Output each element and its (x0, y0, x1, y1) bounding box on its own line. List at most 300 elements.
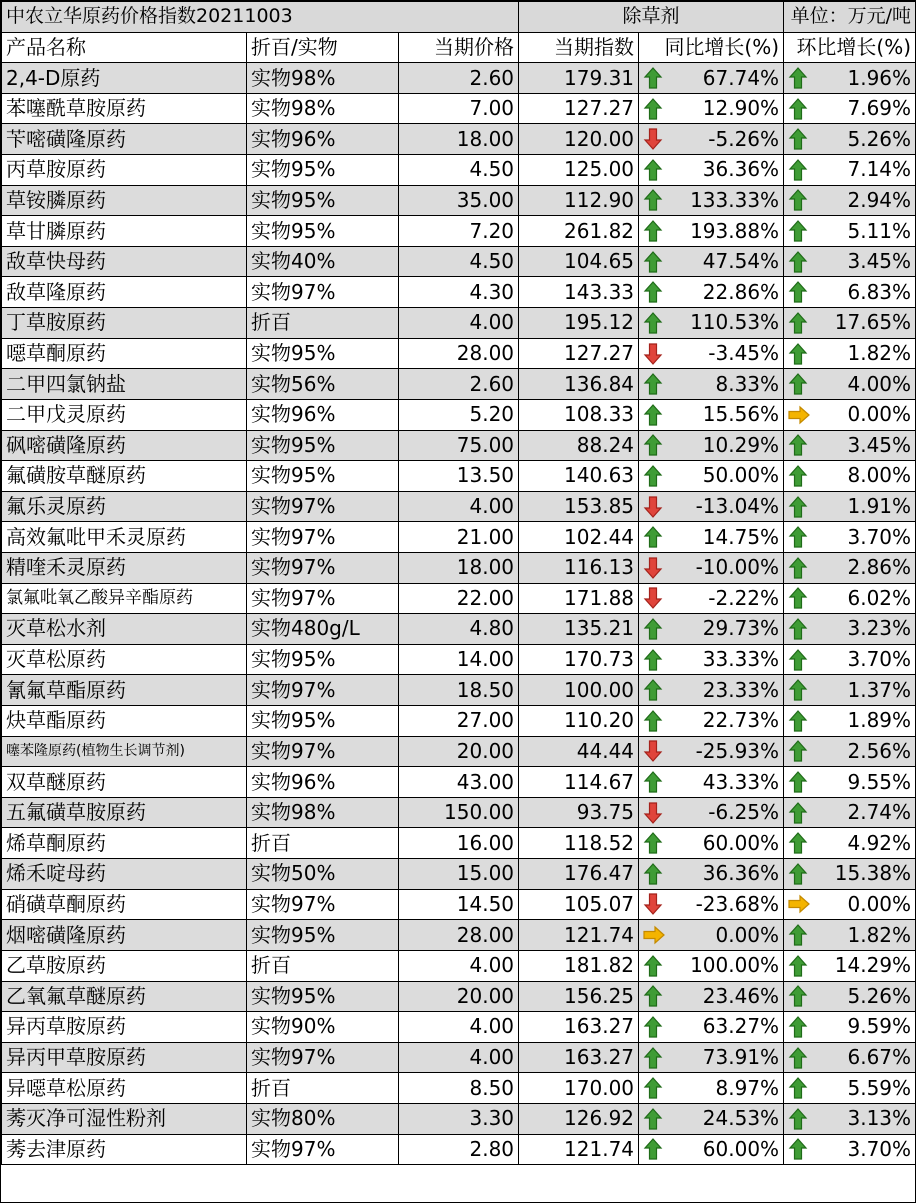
yoy-growth: 60.00% (702, 1136, 780, 1161)
current-index: 179.31 (519, 63, 639, 94)
green-up-arrow-icon (643, 280, 663, 304)
yoy-cell (639, 859, 784, 890)
table-row (2, 950, 916, 981)
product-name: 硝磺草酮原药 (2, 889, 247, 920)
mom-growth: 0.00% (847, 402, 912, 427)
header-row (2, 32, 916, 63)
yoy-growth: 23.46% (702, 983, 780, 1008)
yoy-growth: 24.53% (702, 1106, 780, 1131)
yoy-cell (639, 1073, 784, 1104)
mom-cell (784, 950, 916, 981)
mom-growth: 3.70% (847, 647, 912, 672)
product-spec: 实物95% (247, 155, 399, 186)
mom-cell (784, 552, 916, 583)
mom-growth: 1.89% (847, 708, 912, 733)
current-index: 143.33 (519, 277, 639, 308)
yoy-growth: 10.29% (702, 432, 780, 457)
current-price: 18.00 (399, 124, 519, 155)
table-row (2, 63, 916, 94)
green-up-arrow-icon (643, 984, 663, 1008)
mom-cell (784, 583, 916, 614)
green-up-arrow-icon (643, 862, 663, 886)
yoy-cell (639, 767, 784, 798)
green-up-arrow-icon (788, 923, 808, 947)
green-up-arrow-icon (788, 464, 808, 488)
green-up-arrow-icon (788, 158, 808, 182)
current-price: 14.50 (399, 889, 519, 920)
current-price: 4.30 (399, 277, 519, 308)
current-index: 156.25 (519, 981, 639, 1012)
yoy-cell (639, 736, 784, 767)
green-up-arrow-icon (643, 1107, 663, 1131)
current-index: 118.52 (519, 828, 639, 859)
product-name: 烯禾啶母药 (2, 859, 247, 890)
product-spec: 实物95% (247, 981, 399, 1012)
green-up-arrow-icon (788, 66, 808, 90)
col-header-yoy: 同比增长(%) (639, 32, 784, 63)
green-up-arrow-icon (643, 1137, 663, 1161)
current-index: 44.44 (519, 736, 639, 767)
product-spec: 折百 (247, 828, 399, 859)
green-up-arrow-icon (643, 678, 663, 702)
yoy-cell (639, 981, 784, 1012)
yoy-cell (639, 277, 784, 308)
mom-cell (784, 889, 916, 920)
product-name: 高效氟吡甲禾灵原药 (2, 522, 247, 553)
product-spec: 实物97% (247, 675, 399, 706)
yoy-growth: 73.91% (702, 1045, 780, 1070)
mom-growth: 6.67% (847, 1045, 912, 1070)
yoy-growth: 15.56% (702, 402, 780, 427)
product-name: 莠灭净可湿性粉剂 (2, 1103, 247, 1134)
yoy-growth: 22.86% (702, 279, 780, 304)
yoy-growth: 8.33% (715, 371, 780, 396)
current-index: 112.90 (519, 185, 639, 216)
yoy-cell (639, 614, 784, 645)
green-up-arrow-icon (643, 1076, 663, 1100)
current-price: 8.50 (399, 1073, 519, 1104)
mom-cell (784, 399, 916, 430)
product-spec: 实物95% (247, 185, 399, 216)
current-index: 163.27 (519, 1012, 639, 1043)
green-up-arrow-icon (788, 1015, 808, 1039)
product-spec: 实物97% (247, 1134, 399, 1165)
yoy-growth: 23.33% (702, 677, 780, 702)
current-index: 100.00 (519, 675, 639, 706)
yoy-growth: -2.22% (708, 585, 780, 610)
unit-label: 单位：万元/吨 (784, 2, 916, 33)
current-price: 7.20 (399, 216, 519, 247)
mom-growth: 1.96% (847, 65, 912, 90)
current-index: 88.24 (519, 430, 639, 461)
mom-cell (784, 430, 916, 461)
current-price: 13.50 (399, 461, 519, 492)
current-price: 43.00 (399, 767, 519, 798)
product-name: 双草醚原药 (2, 767, 247, 798)
current-price: 4.50 (399, 246, 519, 277)
yoy-growth: 22.73% (702, 708, 780, 733)
mom-cell (784, 675, 916, 706)
mom-cell (784, 369, 916, 400)
yoy-growth: -10.00% (695, 555, 780, 580)
green-up-arrow-icon (788, 1137, 808, 1161)
product-spec: 实物98% (247, 63, 399, 94)
table-row (2, 736, 916, 767)
mom-growth: 5.11% (847, 218, 912, 243)
product-spec: 实物95% (247, 644, 399, 675)
product-name: 砜嘧磺隆原药 (2, 430, 247, 461)
yoy-growth: -5.26% (708, 126, 780, 151)
current-index: 140.63 (519, 461, 639, 492)
yoy-growth: 63.27% (702, 1014, 780, 1039)
product-spec: 实物98% (247, 797, 399, 828)
current-price: 7.00 (399, 93, 519, 124)
product-name: 灭草松原药 (2, 644, 247, 675)
current-index: 120.00 (519, 124, 639, 155)
mom-growth: 3.45% (847, 432, 912, 457)
product-name: 苄嘧磺隆原药 (2, 124, 247, 155)
product-spec: 实物40% (247, 246, 399, 277)
mom-growth: 2.74% (847, 800, 912, 825)
current-index: 108.33 (519, 399, 639, 430)
current-index: 153.85 (519, 491, 639, 522)
yoy-cell (639, 369, 784, 400)
yoy-cell (639, 461, 784, 492)
product-name: 二甲戊灵原药 (2, 399, 247, 430)
green-up-arrow-icon (788, 127, 808, 151)
mom-cell (784, 736, 916, 767)
yoy-cell (639, 246, 784, 277)
table-row (2, 614, 916, 645)
product-spec: 实物97% (247, 277, 399, 308)
orange-right-arrow-icon (788, 892, 808, 916)
current-price: 4.00 (399, 1042, 519, 1073)
mom-cell (784, 155, 916, 186)
table-row (2, 1073, 916, 1104)
red-down-arrow-icon (643, 801, 663, 825)
mom-cell (784, 63, 916, 94)
yoy-growth: -6.25% (708, 800, 780, 825)
yoy-cell (639, 155, 784, 186)
mom-cell (784, 706, 916, 737)
mom-cell (784, 93, 916, 124)
mom-growth: 3.13% (847, 1106, 912, 1131)
current-index: 135.21 (519, 614, 639, 645)
product-name: 烟嘧磺隆原药 (2, 920, 247, 951)
current-price: 21.00 (399, 522, 519, 553)
green-up-arrow-icon (788, 831, 808, 855)
yoy-cell (639, 522, 784, 553)
current-price: 4.00 (399, 1012, 519, 1043)
current-price: 15.00 (399, 859, 519, 890)
yoy-cell (639, 675, 784, 706)
mom-growth: 7.14% (847, 157, 912, 182)
mom-growth: 7.69% (847, 96, 912, 121)
current-price: 35.00 (399, 185, 519, 216)
current-price: 20.00 (399, 736, 519, 767)
table-row (2, 859, 916, 890)
green-up-arrow-icon (788, 280, 808, 304)
product-name: 异丙甲草胺原药 (2, 1042, 247, 1073)
mom-growth: 3.70% (847, 1136, 912, 1161)
green-up-arrow-icon (788, 862, 808, 886)
yoy-growth: 67.74% (702, 65, 780, 90)
mom-growth: 15.38% (834, 861, 912, 886)
current-index: 181.82 (519, 950, 639, 981)
green-up-arrow-icon (643, 617, 663, 641)
product-name: 乙氧氟草醚原药 (2, 981, 247, 1012)
product-spec: 实物95% (247, 920, 399, 951)
current-price: 28.00 (399, 338, 519, 369)
mom-growth: 14.29% (834, 953, 912, 978)
current-price: 2.80 (399, 1134, 519, 1165)
green-up-arrow-icon (788, 709, 808, 733)
green-up-arrow-icon (643, 709, 663, 733)
current-index: 171.88 (519, 583, 639, 614)
current-index: 136.84 (519, 369, 639, 400)
current-index: 195.12 (519, 308, 639, 339)
mom-cell (784, 461, 916, 492)
current-price: 20.00 (399, 981, 519, 1012)
table-row (2, 369, 916, 400)
current-price: 4.00 (399, 950, 519, 981)
product-name: 莠去津原药 (2, 1134, 247, 1165)
product-name: 五氟磺草胺原药 (2, 797, 247, 828)
green-up-arrow-icon (788, 617, 808, 641)
mom-growth: 4.92% (847, 830, 912, 855)
yoy-cell (639, 1012, 784, 1043)
yoy-cell (639, 889, 784, 920)
yoy-growth: 36.36% (702, 157, 780, 182)
current-price: 150.00 (399, 797, 519, 828)
yoy-cell (639, 338, 784, 369)
current-index: 121.74 (519, 1134, 639, 1165)
category-label: 除草剂 (519, 2, 784, 33)
product-name: 草甘膦原药 (2, 216, 247, 247)
mom-growth: 3.23% (847, 616, 912, 641)
current-index: 105.07 (519, 889, 639, 920)
mom-cell (784, 185, 916, 216)
mom-cell (784, 1012, 916, 1043)
table-row (2, 399, 916, 430)
table-row (2, 522, 916, 553)
mom-cell (784, 767, 916, 798)
mom-cell (784, 920, 916, 951)
mom-growth: 6.02% (847, 585, 912, 610)
current-index: 170.00 (519, 1073, 639, 1104)
red-down-arrow-icon (643, 495, 663, 519)
table-row (2, 246, 916, 277)
mom-cell (784, 246, 916, 277)
green-up-arrow-icon (643, 525, 663, 549)
green-up-arrow-icon (643, 97, 663, 121)
product-name: 苯噻酰草胺原药 (2, 93, 247, 124)
green-up-arrow-icon (788, 219, 808, 243)
green-up-arrow-icon (643, 158, 663, 182)
table-row (2, 644, 916, 675)
yoy-cell (639, 93, 784, 124)
table-row (2, 155, 916, 186)
yoy-cell (639, 706, 784, 737)
green-up-arrow-icon (788, 648, 808, 672)
red-down-arrow-icon (643, 739, 663, 763)
green-up-arrow-icon (643, 219, 663, 243)
product-name: 丙草胺原药 (2, 155, 247, 186)
green-up-arrow-icon (788, 311, 808, 335)
current-index: 121.74 (519, 920, 639, 951)
green-up-arrow-icon (643, 464, 663, 488)
yoy-growth: 50.00% (702, 463, 780, 488)
red-down-arrow-icon (643, 342, 663, 366)
table-row (2, 552, 916, 583)
green-up-arrow-icon (788, 770, 808, 794)
red-down-arrow-icon (643, 892, 663, 916)
green-up-arrow-icon (643, 250, 663, 274)
product-name: 草铵膦原药 (2, 185, 247, 216)
product-name: 敌草隆原药 (2, 277, 247, 308)
mom-cell (784, 124, 916, 155)
current-index: 163.27 (519, 1042, 639, 1073)
table-row (2, 767, 916, 798)
product-name: 氟乐灵原药 (2, 491, 247, 522)
green-up-arrow-icon (788, 801, 808, 825)
col-header-spec: 折百/实物 (247, 32, 399, 63)
mom-cell (784, 522, 916, 553)
current-price: 4.00 (399, 308, 519, 339)
current-index: 116.13 (519, 552, 639, 583)
table-row (2, 1012, 916, 1043)
col-header-price: 当期价格 (399, 32, 519, 63)
yoy-cell (639, 308, 784, 339)
table-row (2, 889, 916, 920)
current-price: 27.00 (399, 706, 519, 737)
table-row (2, 675, 916, 706)
yoy-growth: 0.00% (715, 922, 780, 947)
product-name: 噁草酮原药 (2, 338, 247, 369)
green-up-arrow-icon (788, 433, 808, 457)
mom-cell (784, 1134, 916, 1165)
product-name: 乙草胺原药 (2, 950, 247, 981)
mom-growth: 1.91% (847, 494, 912, 519)
mom-cell (784, 828, 916, 859)
product-spec: 实物95% (247, 338, 399, 369)
yoy-cell (639, 491, 784, 522)
yoy-growth: 133.33% (690, 187, 780, 212)
table-row (2, 308, 916, 339)
product-name: 异噁草松原药 (2, 1073, 247, 1104)
green-up-arrow-icon (788, 1107, 808, 1131)
current-price: 22.00 (399, 583, 519, 614)
product-spec: 实物95% (247, 216, 399, 247)
orange-right-arrow-icon (643, 923, 663, 947)
green-up-arrow-icon (643, 1046, 663, 1070)
product-name: 氰氟草酯原药 (2, 675, 247, 706)
current-price: 2.60 (399, 63, 519, 94)
product-spec: 实物98% (247, 93, 399, 124)
table-row (2, 461, 916, 492)
product-spec: 折百 (247, 1073, 399, 1104)
current-index: 127.27 (519, 338, 639, 369)
yoy-growth: 14.75% (702, 524, 780, 549)
current-price: 5.20 (399, 399, 519, 430)
mom-cell (784, 1103, 916, 1134)
product-spec: 实物97% (247, 552, 399, 583)
current-price: 18.50 (399, 675, 519, 706)
mom-growth: 9.55% (847, 769, 912, 794)
green-up-arrow-icon (643, 433, 663, 457)
green-up-arrow-icon (788, 188, 808, 212)
yoy-growth: -13.04% (695, 494, 780, 519)
green-up-arrow-icon (788, 372, 808, 396)
mom-growth: 2.56% (847, 738, 912, 763)
table-row (2, 93, 916, 124)
yoy-cell (639, 797, 784, 828)
yoy-cell (639, 920, 784, 951)
current-price: 4.80 (399, 614, 519, 645)
mom-growth: 5.26% (847, 983, 912, 1008)
product-name: 噻苯隆原药(植物生长调节剂) (2, 736, 247, 767)
table-row (2, 981, 916, 1012)
current-price: 14.00 (399, 644, 519, 675)
product-spec: 实物50% (247, 859, 399, 890)
product-spec: 实物80% (247, 1103, 399, 1134)
green-up-arrow-icon (788, 586, 808, 610)
mom-growth: 1.37% (847, 677, 912, 702)
product-spec: 实物95% (247, 430, 399, 461)
yoy-cell (639, 552, 784, 583)
yoy-growth: 33.33% (702, 647, 780, 672)
mom-cell (784, 644, 916, 675)
product-spec: 实物97% (247, 1042, 399, 1073)
green-up-arrow-icon (643, 770, 663, 794)
yoy-growth: 43.33% (702, 769, 780, 794)
table-row (2, 277, 916, 308)
current-index: 114.67 (519, 767, 639, 798)
yoy-growth: -23.68% (695, 891, 780, 916)
table-row (2, 216, 916, 247)
product-spec: 实物97% (247, 491, 399, 522)
yoy-cell (639, 1042, 784, 1073)
product-name: 异丙草胺原药 (2, 1012, 247, 1043)
product-spec: 折百 (247, 308, 399, 339)
product-spec: 实物90% (247, 1012, 399, 1043)
mom-growth: 2.86% (847, 555, 912, 580)
mom-growth: 9.59% (847, 1014, 912, 1039)
green-up-arrow-icon (788, 1076, 808, 1100)
yoy-cell (639, 63, 784, 94)
current-index: 126.92 (519, 1103, 639, 1134)
mom-cell (784, 859, 916, 890)
table-row (2, 338, 916, 369)
col-header-name: 产品名称 (2, 32, 247, 63)
current-index: 110.20 (519, 706, 639, 737)
yoy-growth: 36.36% (702, 861, 780, 886)
table-row (2, 1103, 916, 1134)
yoy-growth: -25.93% (695, 738, 780, 763)
green-up-arrow-icon (788, 525, 808, 549)
product-name: 2,4-D原药 (2, 63, 247, 94)
red-down-arrow-icon (643, 586, 663, 610)
mom-growth: 4.00% (847, 371, 912, 396)
green-up-arrow-icon (788, 556, 808, 580)
product-spec: 实物96% (247, 399, 399, 430)
green-up-arrow-icon (788, 954, 808, 978)
product-spec: 实物95% (247, 706, 399, 737)
green-up-arrow-icon (643, 403, 663, 427)
product-spec: 实物480g/L (247, 614, 399, 645)
current-price: 16.00 (399, 828, 519, 859)
product-spec: 实物97% (247, 522, 399, 553)
